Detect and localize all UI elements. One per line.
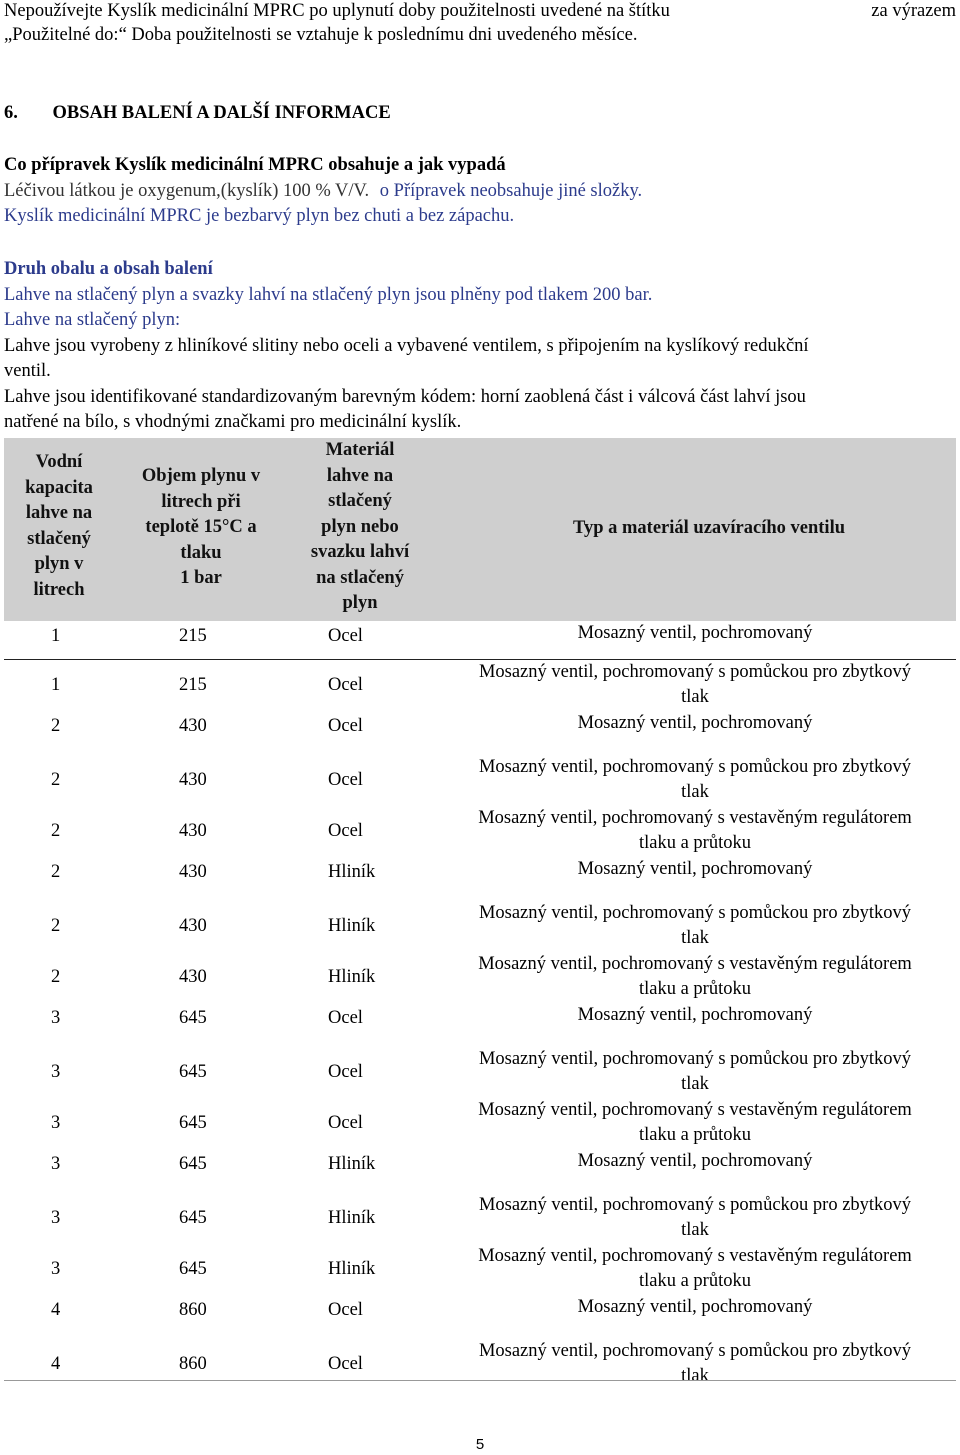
expiry-text-end: za výrazem	[871, 1, 956, 21]
cell-material: Hliník	[328, 1154, 376, 1174]
cell-material: Ocel	[328, 675, 363, 695]
cell-volume: 430	[179, 967, 207, 987]
header-line: litrech při	[161, 491, 241, 512]
cell-volume: 430	[179, 916, 207, 936]
cell-valve	[434, 1339, 956, 1389]
package-line6: natřené na bílo, s vhodnými značkami pro medicinální kyslík.	[4, 412, 462, 432]
section-number: 6.	[4, 103, 18, 123]
valve-line: tlak	[681, 928, 709, 948]
valve-line: Mosazný ventil, pochromovaný s vestavěným regulátorem	[478, 1100, 912, 1120]
cell-volume: 645	[179, 1113, 207, 1133]
cell-capacity: 3	[51, 1008, 61, 1028]
table-row	[4, 806, 956, 857]
header-line: Typ a materiál uzavíracího ventilu	[573, 518, 845, 538]
valve-line: Mosazný ventil, pochromovaný	[577, 713, 813, 733]
table-row	[4, 1244, 956, 1295]
expiry-text: Nepoužívejte Kyslík medicinální MPRC po uplynutí doby použitelnosti uvedené na štítku	[4, 1, 670, 21]
table-row	[4, 1047, 956, 1098]
cell-capacity: 2	[51, 916, 61, 936]
cell-material: Ocel	[328, 1008, 363, 1028]
valve-line: Mosazný ventil, pochromovaný s pomůckou pro zbytkový	[478, 757, 912, 777]
cell-valve	[434, 1047, 956, 1097]
header-line: lahve na	[25, 503, 93, 523]
cell-valve	[434, 755, 956, 805]
header-line: Vodní	[35, 452, 83, 472]
header-line: Objem plynu v	[141, 466, 261, 486]
header-valve	[474, 516, 944, 542]
table-row	[4, 952, 956, 1003]
cell-valve	[434, 621, 956, 646]
cell-capacity: 4	[51, 1300, 61, 1320]
cell-material: Ocel	[328, 1062, 363, 1082]
cell-material: Hliník	[328, 967, 376, 987]
cell-capacity: 4	[51, 1354, 61, 1374]
header-line: plyn nebo	[321, 516, 399, 537]
cell-material: Ocel	[328, 821, 363, 841]
valve-line: Mosazný ventil, pochromovaný	[577, 1005, 813, 1025]
header-line: litrech	[33, 579, 85, 600]
valve-line: tlaku a průtoku	[638, 979, 751, 999]
cell-capacity: 3	[51, 1062, 61, 1082]
package-line5: Lahve jsou identifikované standardizovaným barevným kódem: horní zaoblená část i válcová část lahví jsou	[4, 387, 806, 407]
package-line1: Lahve na stlačený plyn a svazky lahví na stlačený plyn jsou plněny pod tlakem 200 bar.	[4, 285, 653, 305]
header-line: stlačený	[328, 491, 392, 511]
cell-volume: 645	[179, 1154, 207, 1174]
cell-volume: 215	[179, 626, 207, 646]
cell-material: Hliník	[328, 916, 376, 936]
valve-line: Mosazný ventil, pochromovaný s pomůckou pro zbytkový	[478, 662, 912, 682]
cell-volume: 430	[179, 862, 207, 882]
cell-material: Ocel	[328, 716, 363, 736]
section-heading	[4, 102, 391, 124]
cell-valve	[434, 1149, 956, 1174]
table-row	[4, 1098, 956, 1149]
table-row	[4, 857, 956, 901]
cell-material: Ocel	[328, 1354, 363, 1374]
cell-material: Hliník	[328, 862, 376, 882]
valve-line: tlak	[681, 687, 709, 707]
valve-line: tlak	[681, 1220, 709, 1240]
cell-capacity: 2	[51, 821, 61, 841]
table-row	[4, 660, 956, 711]
package-heading: Druh obalu a obsah balení	[4, 259, 213, 279]
table-row	[4, 901, 956, 952]
cell-capacity: 3	[51, 1259, 61, 1279]
cell-material: Ocel	[328, 626, 363, 646]
header-material	[286, 438, 434, 617]
cell-volume: 215	[179, 675, 207, 695]
cell-valve	[434, 952, 956, 1002]
header-capacity	[4, 450, 114, 603]
valve-line: tlak	[681, 1074, 709, 1094]
composition-line2: Kyslík medicinální MPRC je bezbarvý plyn bez chuti a bez zápachu.	[4, 206, 515, 226]
cell-valve	[434, 1003, 956, 1028]
valve-line: tlaku a průtoku	[638, 1125, 751, 1145]
header-line: plyn	[342, 593, 378, 613]
valve-line: Mosazný ventil, pochromovaný s vestavěným regulátorem	[478, 954, 912, 974]
header-line: 1 bar	[180, 568, 222, 588]
section-title: OBSAH BALENÍ A DALŠÍ INFORMACE	[52, 103, 391, 123]
cell-capacity: 2	[51, 862, 61, 882]
cell-capacity: 2	[51, 716, 61, 736]
table-bottom-border	[4, 1380, 956, 1381]
valve-line: Mosazný ventil, pochromovaný s pomůckou pro zbytkový	[478, 1195, 912, 1215]
header-line: svazku lahví	[310, 542, 410, 562]
header-volume	[122, 464, 280, 592]
cell-valve	[434, 1244, 956, 1294]
cell-valve	[434, 1295, 956, 1320]
valve-line: tlaku a průtoku	[638, 833, 751, 853]
cell-material: Ocel	[328, 1300, 363, 1320]
table-header	[4, 438, 956, 621]
valve-line: tlaku a průtoku	[638, 1271, 751, 1291]
table-row	[4, 621, 956, 660]
table-row	[4, 1295, 956, 1339]
cell-valve	[434, 711, 956, 736]
header-line: Materiál	[325, 440, 395, 460]
cell-capacity: 3	[51, 1154, 61, 1174]
valve-line: Mosazný ventil, pochromovaný s pomůckou pro zbytkový	[478, 1341, 912, 1361]
package-line2: Lahve na stlačený plyn:	[4, 310, 181, 330]
cell-material: Ocel	[328, 1113, 363, 1133]
header-line: plyn v	[34, 554, 84, 574]
expiry-paragraph-line1	[4, 0, 956, 22]
cell-volume: 645	[179, 1008, 207, 1028]
cell-volume: 860	[179, 1354, 207, 1374]
valve-line: Mosazný ventil, pochromovaný	[577, 623, 813, 643]
valve-line: tlak	[681, 1366, 709, 1386]
cell-volume: 645	[179, 1208, 207, 1228]
table-row	[4, 755, 956, 806]
header-line: lahve na	[326, 465, 394, 486]
composition-heading: Co přípravek Kyslík medicinální MPRC obsahuje a jak vypadá	[4, 155, 506, 175]
valve-line: Mosazný ventil, pochromovaný	[577, 1151, 813, 1171]
cell-volume: 430	[179, 770, 207, 790]
cell-capacity: 3	[51, 1113, 61, 1133]
cell-volume: 430	[179, 821, 207, 841]
header-line: tlaku	[180, 542, 222, 563]
valve-line: Mosazný ventil, pochromovaný	[577, 859, 813, 879]
cell-capacity: 1	[51, 675, 61, 695]
cell-valve	[434, 857, 956, 882]
table-body	[4, 621, 956, 1390]
cell-valve	[434, 1193, 956, 1243]
package-line4: ventil.	[4, 361, 51, 381]
other-ingredients-text: o Přípravek neobsahuje jiné složky.	[379, 181, 643, 201]
table-row	[4, 1003, 956, 1047]
header-line: stlačený	[27, 528, 91, 549]
package-line3: Lahve jsou vyrobeny z hliníkové slitiny nebo oceli a vybavené ventilem, s připojením na kyslíkový redukční	[4, 336, 809, 356]
valve-line: Mosazný ventil, pochromovaný	[577, 1297, 813, 1317]
header-line: na stlačený	[316, 567, 404, 588]
cell-material: Hliník	[328, 1259, 376, 1279]
cell-material: Ocel	[328, 770, 363, 790]
valve-line: tlak	[681, 782, 709, 802]
cell-material: Hliník	[328, 1208, 376, 1228]
table-row	[4, 711, 956, 755]
header-line: teplotě 15°C a	[145, 517, 257, 537]
cell-valve	[434, 1098, 956, 1148]
cell-volume: 430	[179, 716, 207, 736]
valve-line: Mosazný ventil, pochromovaný s vestavěným regulátorem	[478, 808, 912, 828]
cell-valve	[434, 806, 956, 856]
expiry-paragraph-line2: „Použitelné do:“ Doba použitelnosti se vztahuje k poslednímu dni uvedeného měsíce.	[4, 25, 638, 45]
valve-line: Mosazný ventil, pochromovaný s pomůckou pro zbytkový	[478, 1049, 912, 1069]
cell-capacity: 3	[51, 1208, 61, 1228]
composition-line1	[4, 180, 642, 202]
valve-line: Mosazný ventil, pochromovaný s vestavěným regulátorem	[478, 1246, 912, 1266]
cell-capacity: 1	[51, 626, 61, 646]
cell-valve	[434, 660, 956, 710]
table-row	[4, 1339, 956, 1390]
table-row	[4, 1193, 956, 1244]
page-number: 5	[475, 1436, 485, 1453]
cell-capacity: 2	[51, 770, 61, 790]
table-row	[4, 1149, 956, 1193]
cell-volume: 645	[179, 1259, 207, 1279]
cell-volume: 645	[179, 1062, 207, 1082]
valve-line: Mosazný ventil, pochromovaný s pomůckou pro zbytkový	[478, 903, 912, 923]
cell-volume: 860	[179, 1300, 207, 1320]
cell-capacity: 2	[51, 967, 61, 987]
active-substance-text: Léčivou látkou je oxygenum,(kyslík) 100 % V/V.	[4, 181, 370, 201]
header-line: kapacita	[25, 477, 93, 498]
cell-valve	[434, 901, 956, 951]
